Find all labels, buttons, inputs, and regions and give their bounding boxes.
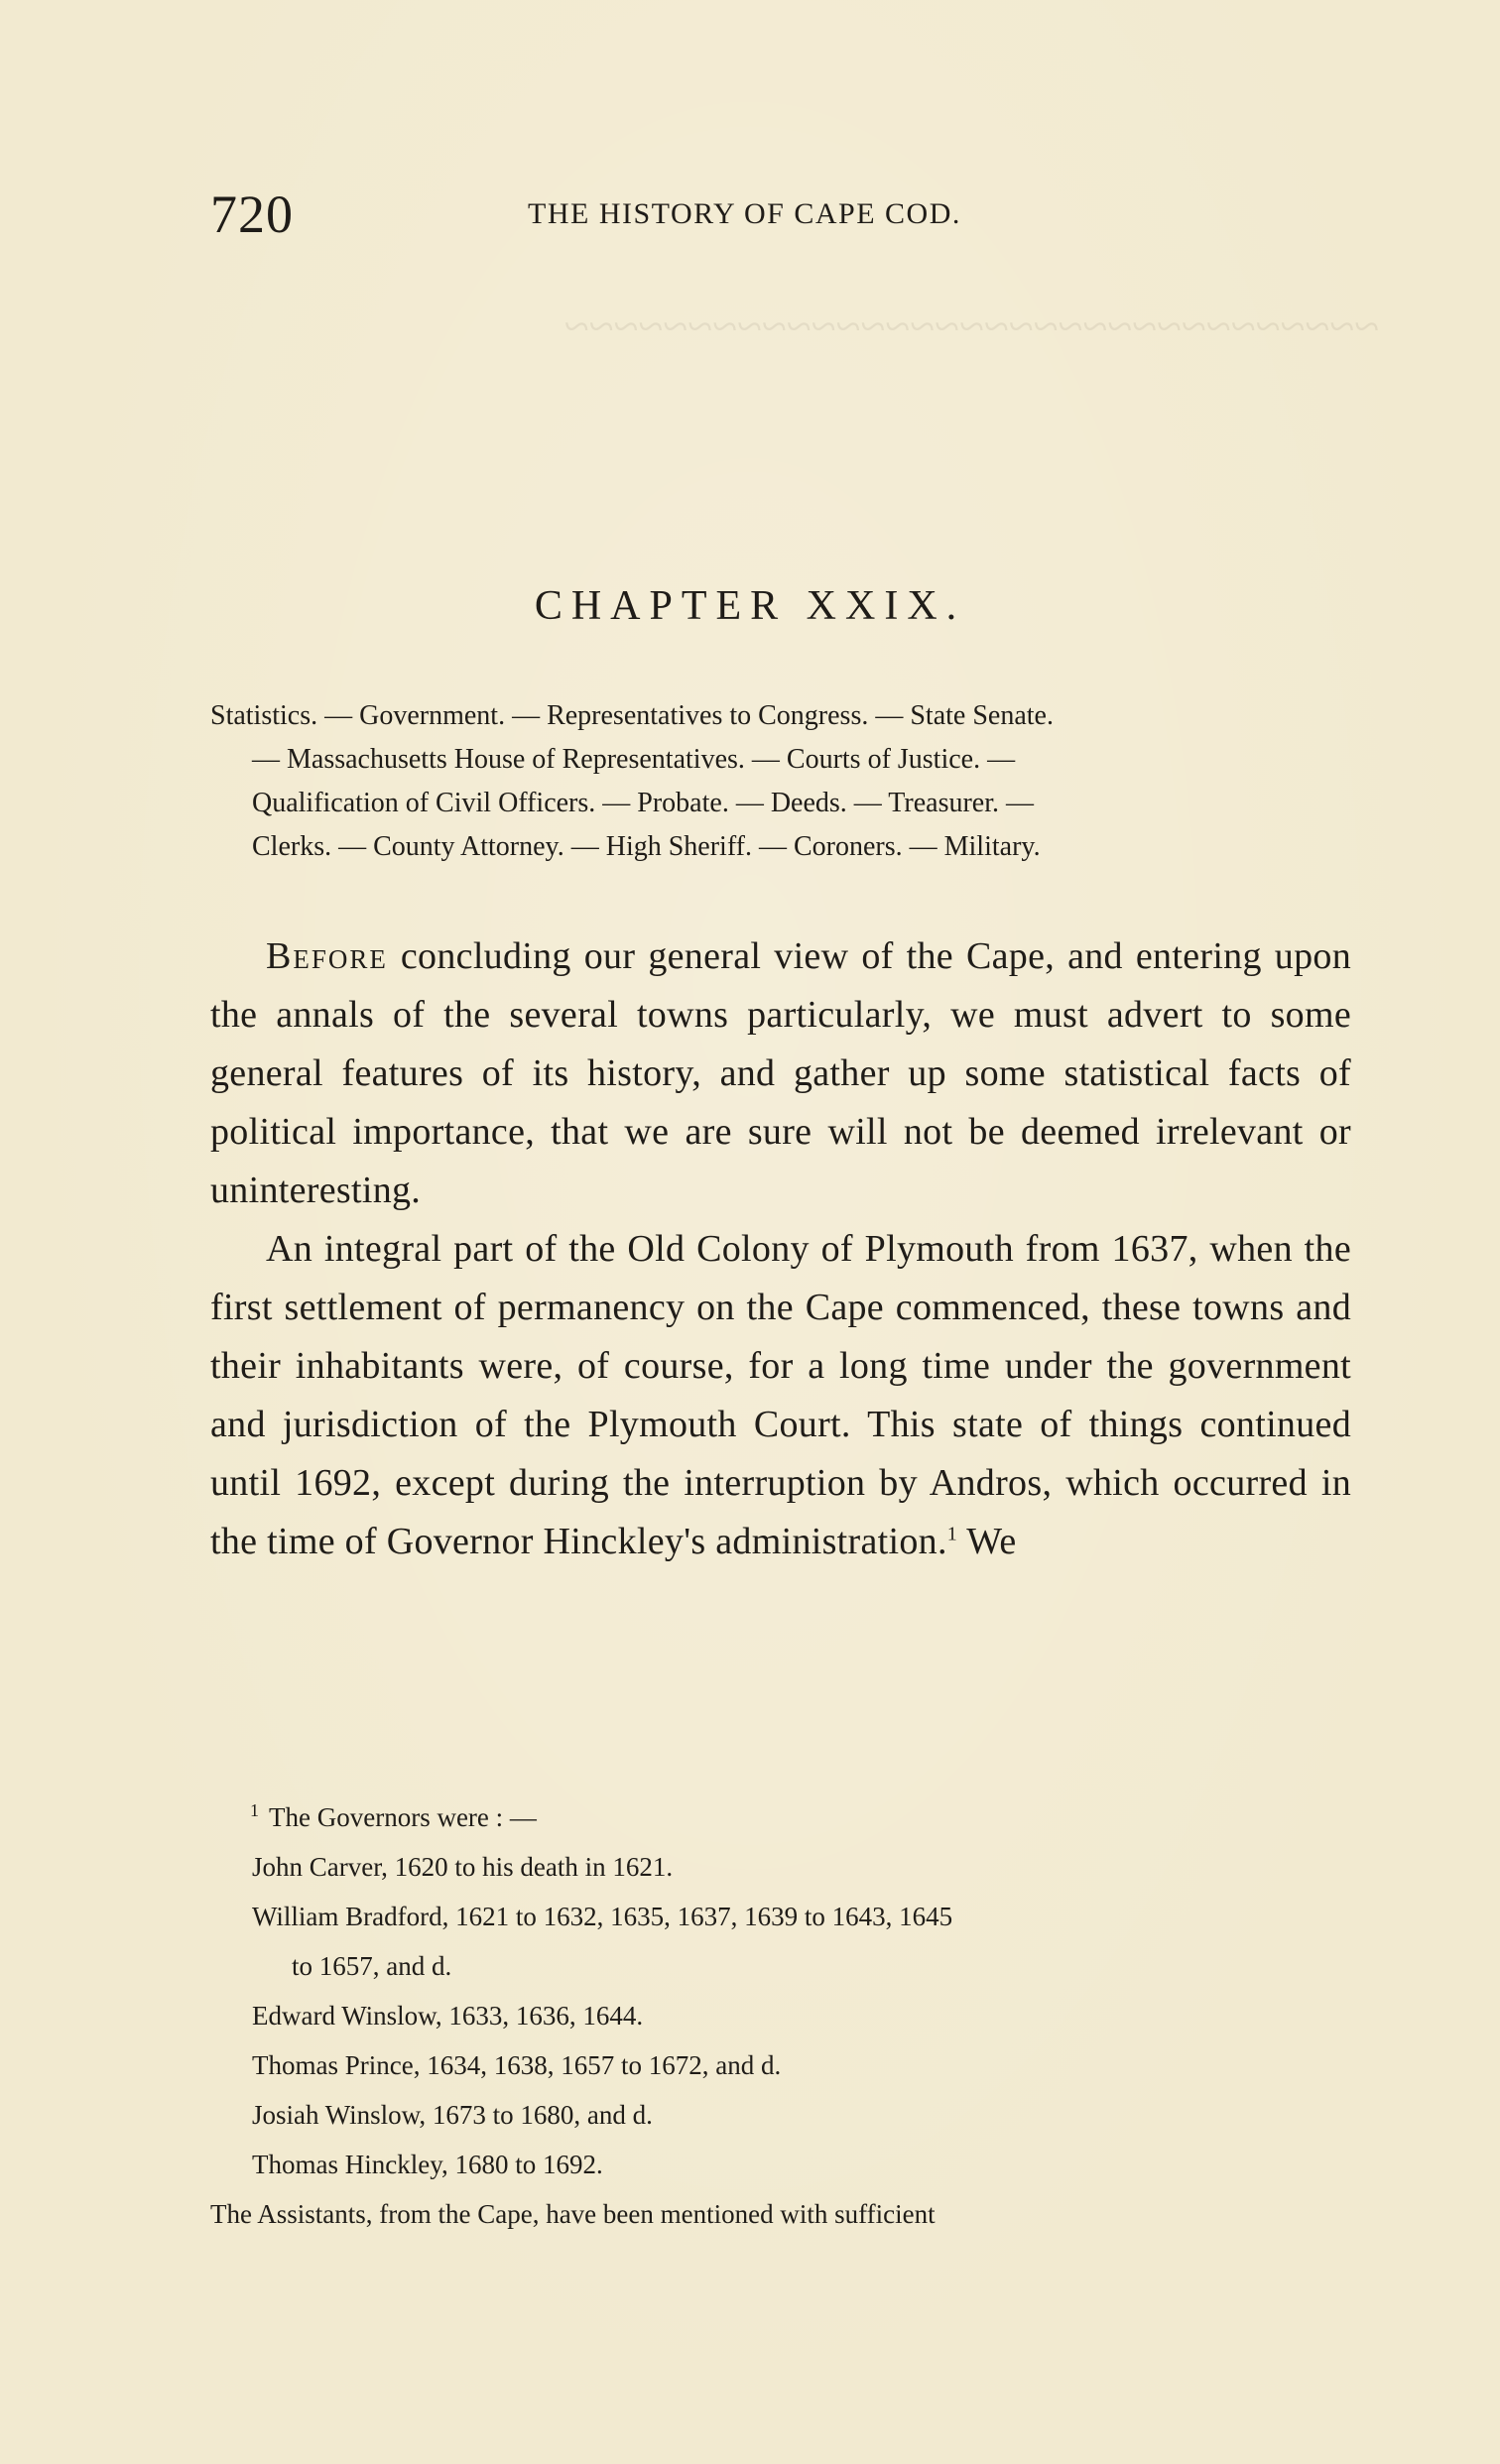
- show-through-text: ~~~~~~~~~~~~~~~~~~~~~~~~~~~~~~~~~: [563, 301, 1379, 351]
- chapter-title: CHAPTER XXIX.: [534, 583, 966, 629]
- lead-word: Before: [266, 935, 388, 977]
- footnote-line: Edward Winslow, 1633, 1636, 1644.: [252, 2001, 644, 2031]
- summary-line: Statistics. — Government. — Representatives to Congress. — State Senate.: [210, 700, 1054, 731]
- footnote-line: Thomas Hinckley, 1680 to 1692.: [252, 2150, 603, 2179]
- footnotes: [210, 1786, 1351, 2239]
- footnote-line: Josiah Winslow, 1673 to 1680, and d.: [252, 2100, 653, 2130]
- summary-line: — Massachusetts House of Representatives. — Courts of Justice. —: [252, 744, 1016, 775]
- footnote-line: William Bradford, 1621 to 1632, 1635, 1637, 1639 to 1643, 1645: [252, 1902, 953, 1931]
- running-title: THE HISTORY OF CAPE COD.: [528, 197, 961, 230]
- summary-line: Qualification of Civil Officers. — Probate. — Deeds. — Treasurer. —: [252, 788, 1035, 818]
- summary-line: Clerks. — County Attorney. — High Sheriff. — Coroners. — Military.: [252, 831, 1041, 862]
- chapter-summary: [210, 694, 1351, 869]
- footnote-line: to 1657, and d.: [292, 1951, 452, 1981]
- page-header: [210, 184, 1361, 243]
- paragraph-text: We: [957, 1521, 1017, 1562]
- paragraph-text: concluding our general view of the Cape, and entering upon the annals of the several towns particularly, we must advert to some general features of its history, and gather up some statistical facts of political importance, that we are sure will not be deemed irrelevant or uninteresting.: [210, 935, 1351, 1211]
- footnote-text: The Governors were : —: [269, 1802, 537, 1832]
- footnote-line: The Assistants, from the Cape, have been mentioned with sufficient: [210, 2199, 936, 2229]
- paragraph: [210, 927, 1351, 1220]
- body-text: [210, 927, 1351, 1571]
- paragraph-text: An integral part of the Old Colony of Plymouth from 1637, when the first settlement of permanency on the Cape commenced, these towns and their inhabitants were, of course, for a long time under the government and jurisdiction of the Plymouth Court. This state of things continued until 1692, except during the interruption by Andros, which occurred in the time of Governor Hinckley's administration.: [210, 1228, 1351, 1562]
- footnote-reference: 1: [946, 1523, 958, 1545]
- footnote-intro: [210, 1786, 1351, 1842]
- paragraph: [210, 1220, 1351, 1571]
- page-number: 720: [210, 185, 294, 244]
- footnote-line: John Carver, 1620 to his death in 1621.: [252, 1852, 674, 1882]
- footnote-marker: 1: [250, 1800, 259, 1820]
- footnote-line: Thomas Prince, 1634, 1638, 1657 to 1672, and d.: [252, 2050, 782, 2080]
